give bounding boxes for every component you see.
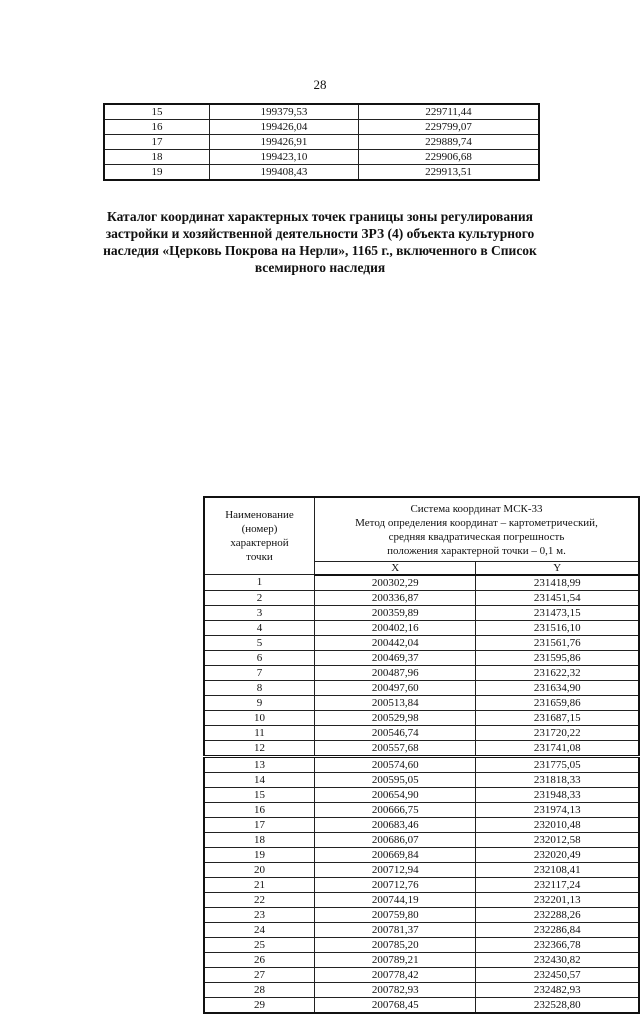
y-coordinate-cell: 231473,15 — [476, 605, 639, 620]
point-number-cell: 21 — [204, 877, 315, 892]
y-coordinate-cell: 232201,13 — [476, 892, 639, 907]
x-coordinate-cell: 200782,93 — [315, 982, 476, 997]
y-coordinate-cell: 232528,80 — [476, 997, 639, 1013]
point-number-cell: 28 — [204, 982, 315, 997]
y-coordinate-cell: 232482,93 — [476, 982, 639, 997]
point-number-cell: 19 — [204, 847, 315, 862]
table-row — [204, 907, 639, 922]
y-coordinate-cell: 231622,32 — [476, 665, 639, 680]
point-number-cell: 16 — [104, 120, 210, 135]
y-coordinate-cell: 232010,48 — [476, 817, 639, 832]
point-number-cell: 10 — [204, 710, 315, 725]
y-coordinate-cell: 229799,07 — [359, 120, 540, 135]
table-row — [204, 695, 639, 710]
table-row — [204, 575, 639, 591]
point-name-header — [204, 497, 315, 575]
y-coordinate-cell: 229889,74 — [359, 135, 540, 150]
y-coordinate-cell: 232450,57 — [476, 967, 639, 982]
catalog-title — [100, 208, 598, 1011]
x-coordinate-cell: 200768,45 — [315, 997, 476, 1013]
point-number-cell: 25 — [204, 937, 315, 952]
x-coordinate-cell: 200778,42 — [315, 967, 476, 982]
page-number: 28 — [313, 77, 327, 92]
x-coordinate-cell: 200781,37 — [315, 922, 476, 937]
y-coordinate-cell: 232117,24 — [476, 877, 639, 892]
table-row — [104, 120, 539, 135]
x-coordinate-cell: 200654,90 — [315, 787, 476, 802]
point-number-cell: 15 — [104, 104, 210, 120]
table-row — [204, 997, 639, 1013]
x-coordinate-cell: 200785,20 — [315, 937, 476, 952]
table-row — [204, 756, 639, 772]
x-coordinate-cell: 200302,29 — [315, 575, 476, 591]
x-coordinate-cell: 200402,16 — [315, 620, 476, 635]
x-coordinate-cell: 200336,87 — [315, 590, 476, 605]
point-number-cell: 4 — [204, 620, 315, 635]
y-coordinate-cell: 231818,33 — [476, 772, 639, 787]
x-coordinate-cell: 200497,60 — [315, 680, 476, 695]
point-number-cell: 17 — [104, 135, 210, 150]
x-coordinate-cell: 200712,94 — [315, 862, 476, 877]
x-coordinate-cell: 200686,07 — [315, 832, 476, 847]
point-number-cell: 18 — [204, 832, 315, 847]
x-coordinate-cell: 200744,19 — [315, 892, 476, 907]
table-row — [204, 967, 639, 982]
y-coordinate-cell: 231451,54 — [476, 590, 639, 605]
y-coordinate-cell: 232108,41 — [476, 862, 639, 877]
y-coordinate-cell: 231516,10 — [476, 620, 639, 635]
table-row — [204, 787, 639, 802]
point-number-cell: 20 — [204, 862, 315, 877]
y-coordinate-cell: 229906,68 — [359, 150, 540, 165]
table-row — [204, 680, 639, 695]
y-coordinate-cell: 231948,33 — [476, 787, 639, 802]
x-coordinate-cell: 199379,53 — [210, 104, 359, 120]
table-row — [204, 847, 639, 862]
x-coordinate-cell: 200666,75 — [315, 802, 476, 817]
point-number-cell: 14 — [204, 772, 315, 787]
x-coordinate-cell: 200487,96 — [315, 665, 476, 680]
x-coordinate-cell: 200712,76 — [315, 877, 476, 892]
point-number-cell: 15 — [204, 787, 315, 802]
y-coordinate-cell: 231720,22 — [476, 725, 639, 740]
table-row — [204, 725, 639, 740]
point-number-cell: 16 — [204, 802, 315, 817]
y-coordinate-cell: 229913,51 — [359, 165, 540, 181]
point-number-cell: 22 — [204, 892, 315, 907]
point-number-cell: 27 — [204, 967, 315, 982]
table-row — [204, 772, 639, 787]
point-number-cell: 18 — [104, 150, 210, 165]
y-coordinate-cell: 232288,26 — [476, 907, 639, 922]
x-coordinate-cell: 200759,80 — [315, 907, 476, 922]
x-coordinate-cell: 200546,74 — [315, 725, 476, 740]
x-coordinate-cell: 200469,37 — [315, 650, 476, 665]
header-line: Система координат МСК-33 — [410, 503, 543, 516]
table-row — [204, 590, 639, 605]
header-line: характерной — [230, 537, 289, 549]
table-row — [204, 832, 639, 847]
x-column-header: X — [315, 561, 476, 575]
table-row — [204, 620, 639, 635]
point-number-cell: 11 — [204, 725, 315, 740]
y-coordinate-cell: 231595,86 — [476, 650, 639, 665]
point-number-cell: 3 — [204, 605, 315, 620]
table-row — [204, 710, 639, 725]
point-number-cell: 2 — [204, 590, 315, 605]
table-row — [204, 635, 639, 650]
x-coordinate-cell: 200513,84 — [315, 695, 476, 710]
y-coordinate-cell: 231659,86 — [476, 695, 639, 710]
x-coordinate-cell: 199426,04 — [210, 120, 359, 135]
point-number-cell: 23 — [204, 907, 315, 922]
point-number-cell: 12 — [204, 740, 315, 756]
header-line: Наименование — [225, 509, 294, 521]
header-line: средняя квадратическая погрешность — [388, 531, 565, 544]
y-coordinate-cell: 231687,15 — [476, 710, 639, 725]
point-number-cell: 8 — [204, 680, 315, 695]
y-coordinate-cell: 231741,08 — [476, 740, 639, 756]
point-number-cell: 29 — [204, 997, 315, 1013]
x-coordinate-cell: 199423,10 — [210, 150, 359, 165]
table-row — [204, 937, 639, 952]
table-row — [104, 165, 539, 181]
title-line: застройки и хозяйственной деятельности ЗРЗ (4) объекта культурного — [105, 226, 535, 241]
x-coordinate-cell: 200529,98 — [315, 710, 476, 725]
table-row — [204, 982, 639, 997]
y-coordinate-cell: 232286,84 — [476, 922, 639, 937]
table-row — [104, 150, 539, 165]
y-coordinate-cell: 231974,13 — [476, 802, 639, 817]
point-number-cell: 26 — [204, 952, 315, 967]
table-row — [204, 665, 639, 680]
table-row — [204, 817, 639, 832]
point-number-cell: 6 — [204, 650, 315, 665]
title-line: Каталог координат характерных точек границы зоны регулирования — [107, 209, 533, 224]
y-coordinate-cell: 232430,82 — [476, 952, 639, 967]
x-coordinate-cell: 200359,89 — [315, 605, 476, 620]
table-row — [204, 605, 639, 620]
x-coordinate-cell: 199408,43 — [210, 165, 359, 181]
point-number-cell: 19 — [104, 165, 210, 181]
x-coordinate-cell: 200683,46 — [315, 817, 476, 832]
y-coordinate-cell: 231634,90 — [476, 680, 639, 695]
x-coordinate-cell: 200669,84 — [315, 847, 476, 862]
y-coordinate-cell: 231775,05 — [476, 756, 639, 772]
point-number-cell: 17 — [204, 817, 315, 832]
x-coordinate-cell: 200595,05 — [315, 772, 476, 787]
header-line: Метод определения координат – картометрический, — [355, 517, 598, 530]
table-row — [204, 802, 639, 817]
y-coordinate-cell: 229711,44 — [359, 104, 540, 120]
x-coordinate-cell: 199426,91 — [210, 135, 359, 150]
x-coordinate-cell: 200574,60 — [315, 756, 476, 772]
header-line: (номер) — [241, 523, 278, 535]
table-row — [204, 650, 639, 665]
table-row — [204, 952, 639, 967]
y-coordinate-cell: 232012,58 — [476, 832, 639, 847]
table-row — [204, 740, 639, 756]
title-line: всемирного наследия — [254, 260, 386, 275]
x-coordinate-cell: 200557,68 — [315, 740, 476, 756]
table-row — [204, 877, 639, 892]
point-number-cell: 24 — [204, 922, 315, 937]
table-row — [104, 104, 539, 120]
point-number-cell: 5 — [204, 635, 315, 650]
y-coordinate-cell: 231561,76 — [476, 635, 639, 650]
table-row — [204, 922, 639, 937]
x-coordinate-cell: 200789,21 — [315, 952, 476, 967]
point-number-cell: 7 — [204, 665, 315, 680]
y-coordinate-cell: 231418,99 — [476, 575, 639, 591]
coordinates-table — [203, 496, 640, 1014]
point-number-cell: 9 — [204, 695, 315, 710]
table-row — [104, 135, 539, 150]
y-coordinate-cell: 232020,49 — [476, 847, 639, 862]
y-column-header: Y — [476, 561, 639, 575]
coordinate-system-header — [315, 497, 640, 561]
header-line: положения характерной точки – 0,1 м. — [387, 545, 566, 558]
point-number-cell: 1 — [204, 575, 315, 591]
table-row — [204, 862, 639, 877]
x-coordinate-cell: 200442,04 — [315, 635, 476, 650]
coordinates-table-continued — [103, 103, 540, 181]
point-number-cell: 13 — [204, 756, 315, 772]
header-line: точки — [246, 551, 273, 563]
title-line: наследия «Церковь Покрова на Нерли», 1165 г., включенного в Список — [103, 243, 537, 258]
y-coordinate-cell: 232366,78 — [476, 937, 639, 952]
